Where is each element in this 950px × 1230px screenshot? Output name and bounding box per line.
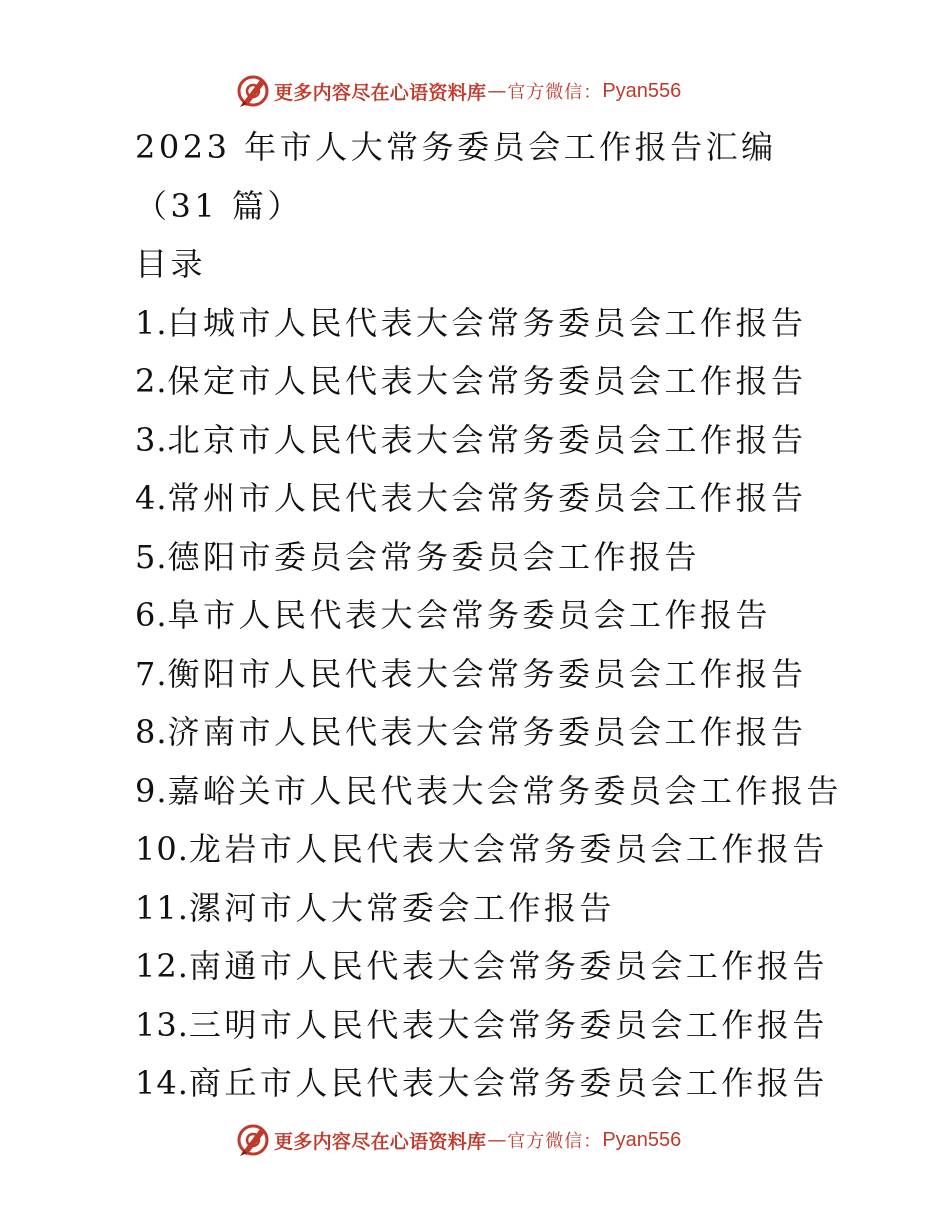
toc-item-number: 14.: [135, 1064, 189, 1102]
pen-circle-logo-icon: [236, 1123, 270, 1157]
pen-circle-logo-icon: [236, 74, 270, 108]
toc-item-label: 北京市人民代表大会常务委员会工作报告: [167, 420, 807, 459]
toc-list: [135, 294, 935, 1113]
watermark-dash: —: [487, 1129, 507, 1151]
watermark-wechat-label: 官方微信：: [507, 1131, 603, 1152]
document-body: [135, 118, 935, 1113]
toc-item-number: 13.: [135, 1005, 189, 1044]
toc-item: [135, 352, 935, 411]
watermark-main-text: 更多内容尽在心语资料库: [274, 1130, 487, 1153]
watermark-dash: —: [487, 80, 507, 102]
toc-item: [135, 469, 935, 528]
toc-item-number: 1.: [135, 303, 168, 342]
toc-item: [135, 879, 935, 938]
toc-item-label: 衡阳市人民代表大会常务委员会工作报告: [167, 654, 807, 693]
toc-item-label: 济南市人民代表大会常务委员会工作报告: [167, 713, 807, 751]
toc-item-label: 白城市人民代表大会常务委员会工作报告: [167, 303, 807, 342]
toc-item-number: 11.: [135, 888, 189, 927]
toc-item: [135, 645, 935, 704]
toc-item-number: 8.: [135, 713, 168, 751]
toc-item-label: 嘉峪关市人民代表大会常务委员会工作报告: [167, 771, 843, 810]
toc-item-number: 6.: [135, 596, 168, 634]
watermark-wechat-id: Pyan556: [602, 1128, 682, 1151]
toc-item: [135, 1054, 935, 1113]
toc-item-label: 德阳市委员会常务委员会工作报告: [167, 537, 701, 576]
watermark-main-text: 更多内容尽在心语资料库: [274, 81, 487, 104]
toc-item-number: 12.: [135, 947, 189, 985]
toc-item-number: 5.: [135, 537, 168, 576]
toc-item: [135, 294, 935, 353]
watermark-banner-bottom: [236, 1121, 681, 1159]
toc-item-label: 阜市人民代表大会常务委员会工作报告: [167, 596, 772, 634]
toc-item-label: 南通市人民代表大会常务委员会工作报告: [188, 947, 828, 985]
toc-item-label: 商丘市人民代表大会常务委员会工作报告: [188, 1064, 828, 1102]
toc-item-number: 7.: [135, 654, 168, 693]
toc-item-number: 4.: [135, 479, 168, 517]
document-subtitle: （31 篇）: [135, 186, 303, 225]
toc-item-number: 3.: [135, 420, 168, 459]
toc-item: [135, 762, 935, 821]
toc-item: [135, 528, 935, 587]
toc-item-label: 三明市人民代表大会常务委员会工作报告: [188, 1005, 828, 1044]
toc-item-number: 2.: [135, 362, 168, 400]
toc-item-label: 漯河市人大常委会工作报告: [188, 888, 615, 927]
toc-item-label: 龙岩市人民代表大会常务委员会工作报告: [188, 830, 828, 868]
document-title: 2023 年市人大常务委员会工作报告汇编: [135, 128, 777, 166]
toc-item-number: 9.: [135, 771, 168, 810]
toc-item: [135, 820, 935, 879]
watermark-wechat-id: Pyan556: [602, 79, 682, 102]
watermark-wechat-label: 官方微信：: [507, 82, 603, 103]
toc-item-label: 保定市人民代表大会常务委员会工作报告: [167, 362, 807, 400]
toc-item: [135, 586, 935, 645]
toc-item: [135, 937, 935, 996]
toc-item-label: 常州市人民代表大会常务委员会工作报告: [167, 479, 807, 517]
toc-item: [135, 703, 935, 762]
watermark-banner-top: [236, 72, 681, 110]
toc-heading: 目录: [135, 245, 207, 283]
toc-item: [135, 411, 935, 470]
toc-item: [135, 996, 935, 1055]
toc-item-number: 10.: [135, 830, 189, 868]
